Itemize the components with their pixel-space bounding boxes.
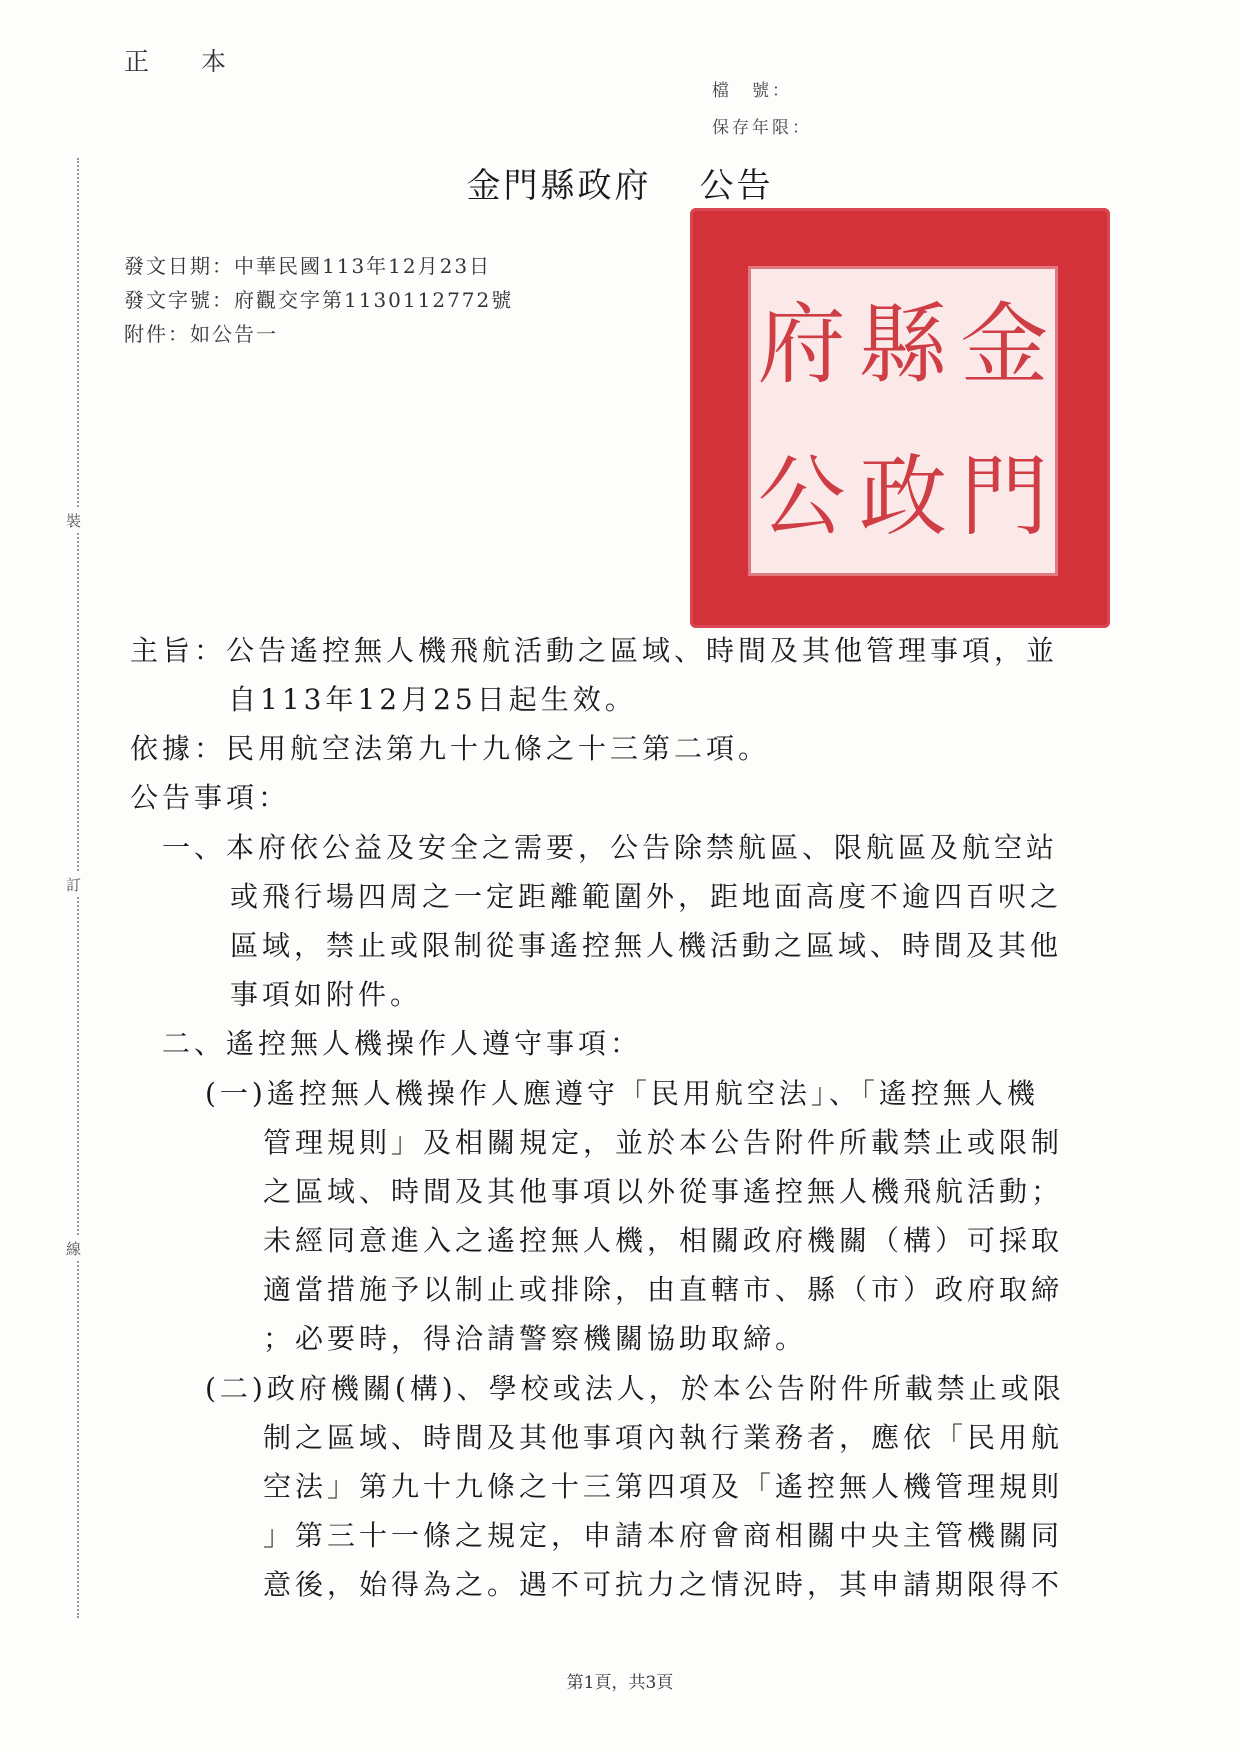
binding-mark: 訂	[66, 872, 81, 897]
item-1-line: 區域，禁止或限制從事遙控無人機活動之區域、時間及其他	[230, 929, 1063, 962]
subject-line: 主旨：公告遙控無人機飛航活動之區域、時間及其他管理事項，並	[130, 634, 1059, 667]
retention-label: 保存年限：	[712, 118, 812, 138]
subject-line: 自113年12月25日起生效。	[228, 683, 637, 716]
item-2-1-line: ；必要時，得洽請警察機關協助取締。	[263, 1322, 808, 1355]
binding-mark: 線	[66, 1236, 81, 1261]
item-1-line: 或飛行場四周之一定距離範圍外，距地面高度不逾四百呎之	[230, 880, 1063, 913]
item-2-1-line: 管理規則」及相關規定，並於本公告附件所載禁止或限制	[263, 1126, 1064, 1159]
seal-inner-frame	[748, 266, 1058, 576]
items-heading: 公告事項：	[130, 781, 291, 814]
item-2-1-line: 之區域、時間及其他事項以外從事遙控無人機飛航活動；	[263, 1175, 1064, 1208]
item-2-heading: 二、遙控無人機操作人遵守事項：	[162, 1027, 643, 1060]
item-2-2-line: 意後，始得為之。遇不可抗力之情況時，其申請期限得不	[263, 1568, 1064, 1601]
item-2-2-line: 」第三十一條之規定，申請本府會商相關中央主管機關同	[263, 1519, 1064, 1552]
seal-character: 縣	[859, 293, 948, 396]
document-type: 公告	[699, 166, 774, 206]
issue-date: 發文日期：中華民國113年12月23日	[124, 254, 492, 278]
file-number-label: 檔 號：	[712, 81, 792, 101]
binding-mark: 裝	[66, 508, 81, 533]
seal-character: 公	[757, 445, 846, 548]
item-2-2-line: 制之區域、時間及其他事項內執行業務者，應依「民用航	[263, 1421, 1064, 1454]
page-number: 第1頁，共3頁	[566, 1673, 674, 1693]
item-2-2-line: 空法」第九十九條之十三第四項及「遙控無人機管理規則	[263, 1470, 1064, 1503]
seal-character: 府	[757, 293, 846, 396]
official-seal	[690, 208, 1110, 628]
basis-line: 依據：民用航空法第九十九條之十三第二項。	[130, 732, 771, 765]
item-2-2-line: (二)政府機關(構)、學校或法人，於本公告附件所載禁止或限	[205, 1372, 1065, 1405]
copy-label: 正 本	[124, 47, 248, 76]
document-number: 發文字號：府觀交字第1130112772號	[124, 288, 514, 312]
agency-name: 金門縣政府	[466, 166, 652, 206]
attachment-note: 附件：如公告一	[124, 322, 278, 346]
document-title	[0, 158, 1240, 207]
seal-character: 金	[960, 293, 1049, 396]
seal-character: 政	[859, 445, 948, 548]
item-2-1-line: 適當措施予以制止或排除，由直轄市、縣（市）政府取締	[263, 1273, 1064, 1306]
item-2-1-line: (一)遙控無人機操作人應遵守「民用航空法」、「遙控無人機	[205, 1077, 1039, 1110]
item-1-line: 事項如附件。	[230, 978, 423, 1011]
item-2-1-line: 未經同意進入之遙控無人機，相關政府機關（構）可採取	[263, 1224, 1064, 1257]
item-1-line: 一、本府依公益及安全之需要，公告除禁航區、限航區及航空站	[162, 831, 1059, 864]
seal-character: 門	[960, 445, 1049, 548]
